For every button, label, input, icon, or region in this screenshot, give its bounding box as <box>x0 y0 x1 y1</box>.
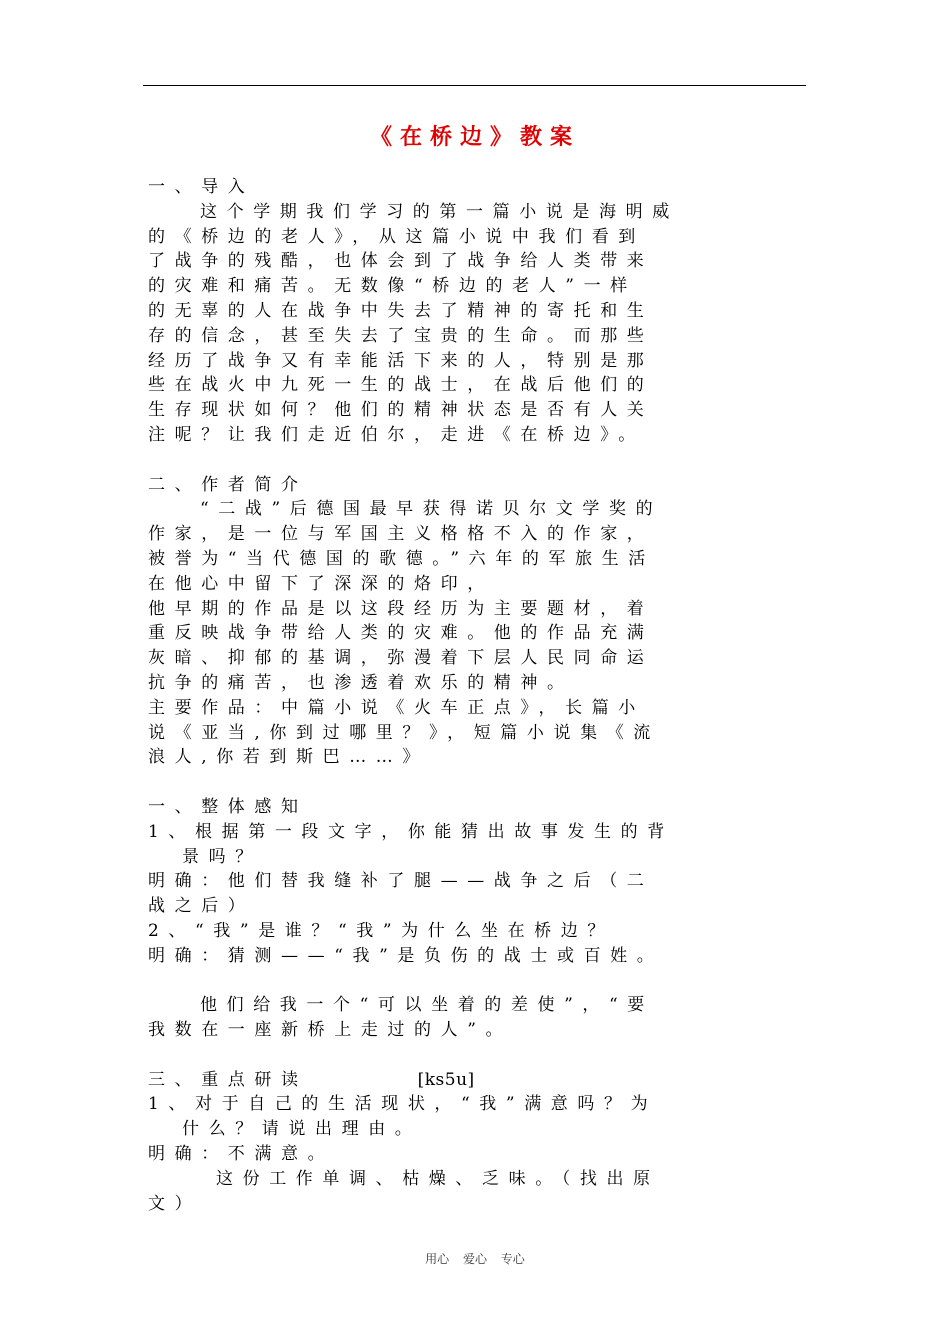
author-line: 作家，是一位与军国主义格格不入的作家， <box>148 524 654 545</box>
author-line: 抗争的痛苦，也渗透着欢乐的精神。 <box>148 672 574 693</box>
section-heading-reading <box>148 1068 808 1093</box>
section-heading-author: 二、作者简介 <box>148 474 308 495</box>
author-line: 浪人,你若到斯巴……》 <box>148 747 430 768</box>
overview-paragraph-cont: 我数在一座新桥上走过的人”。 <box>148 1020 513 1041</box>
question-2: 2、“我”是谁？“我”为什么坐在桥边？ <box>148 920 614 941</box>
reading-paragraph-cont: 文） <box>148 1193 202 1214</box>
section-heading-overview: 一、整体感知 <box>148 796 308 817</box>
author-line: 灰暗、抑郁的基调，弥漫着下层人民同命运 <box>148 648 654 669</box>
intro-line: 经历了战争又有幸能活下来的人，特别是那 <box>148 350 654 371</box>
intro-line: 存的信念，甚至失去了宝贵的生命。而那些 <box>148 325 654 346</box>
intro-line: 的《桥边的老人》，从这篇小说中我们看到 <box>148 226 645 247</box>
header-rule <box>143 85 806 86</box>
author-line: 被誉为“当代德国的歌德。”六年的军旅生活 <box>148 548 655 569</box>
reading-paragraph: 这份工作单调、枯燥、乏味。（找出原 <box>216 1168 660 1189</box>
source-tag: [ks5u] <box>417 1069 475 1090</box>
author-line: “二战”后德国最早获得诺贝尔文学奖的 <box>200 499 663 520</box>
intro-line: 这个学期我们学习的第一篇小说是海明威 <box>200 201 679 222</box>
author-line: 他早期的作品是以这段经历为主要题材，着 <box>148 598 654 619</box>
document-body <box>148 175 808 1216</box>
overview-paragraph: 他们给我一个“可以坐着的差使”，“要 <box>200 995 654 1016</box>
author-line: 主要作品：中篇小说《火车正点》，长篇小 <box>148 697 645 718</box>
intro-line: 注呢？让我们走近伯尔，走进《在桥边》。 <box>148 424 645 445</box>
author-line: 在他心中留下了深深的烙印， <box>148 573 494 594</box>
intro-line: 些在战火中九死一生的战士，在战后他们的 <box>148 375 654 396</box>
intro-line: 了战争的残酷，也体会到了战争给人类带来 <box>148 251 654 272</box>
answer-1-cont: 战之后） <box>148 896 255 917</box>
question-reading-1-cont: 什么？请说出理由。 <box>182 1119 422 1140</box>
intro-line: 的灾难和痛苦。无数像“桥边的老人”一样 <box>148 276 637 297</box>
intro-line: 的无辜的人在战争中失去了精神的寄托和生 <box>148 300 654 321</box>
question-reading-1: 1、对于自己的生活现状，“我”满意吗？为 <box>148 1094 658 1115</box>
question-1-cont: 景吗？ <box>182 846 262 867</box>
answer-reading-1: 明确：不满意。 <box>148 1144 335 1165</box>
author-line: 说《亚当,你到过哪里？》，短篇小说集《流 <box>148 722 660 743</box>
author-line: 重反映战争带给人类的灾难。他的作品充满 <box>148 623 654 644</box>
answer-2: 明确：猜测——“我”是负伤的战士或百姓。 <box>148 945 664 966</box>
page-title: 《在桥边》教案 <box>369 124 580 150</box>
section-heading-intro: 一、导入 <box>148 177 255 197</box>
section-heading-reading-label: 三、重点研读 <box>148 1069 308 1090</box>
page-footer: 用心 爱心 专心 <box>425 1252 525 1266</box>
intro-line: 生存现状如何？他们的精神状态是否有人关 <box>148 400 654 421</box>
question-1: 1、根据第一段文字，你能猜出故事发生的背 <box>148 821 674 842</box>
answer-1: 明确：他们替我缝补了腿——战争之后（二 <box>148 871 654 892</box>
